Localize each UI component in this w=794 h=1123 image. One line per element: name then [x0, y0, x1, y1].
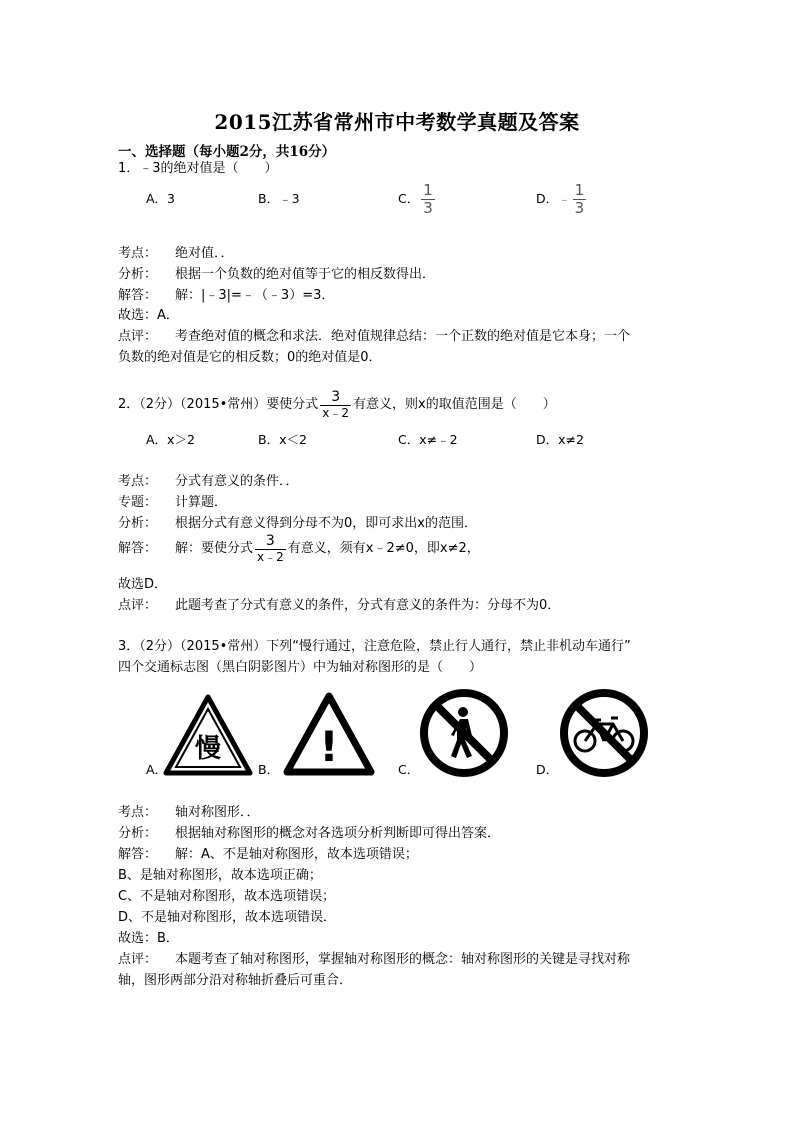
q1-guxuan: 故选：A．: [118, 308, 179, 323]
q1-option-d: [536, 183, 588, 216]
q2-jieda: [118, 532, 480, 566]
q3-kaodian-label: 考点：: [118, 805, 158, 820]
q3-stem-line-1: 3．（2分）（2015•常州）下列“慢行通过，注意危险，禁止行人通行，禁止非机动车通行”: [118, 639, 631, 654]
q2-kaodian-text: 分式有意义的条件．．: [175, 474, 299, 489]
q2-stem-pre: 2．（2分）（2015•常州）要使分式: [118, 397, 319, 412]
q1-option-a: A．3: [146, 191, 176, 206]
q2-jieda-numerator: 3: [265, 533, 275, 549]
q1-option-d-fraction: [573, 183, 587, 216]
q2-option-b: B．x＜2: [258, 432, 307, 447]
q1-fenxi-text: 根据一个负数的绝对值等于它的相反数得出．: [175, 267, 436, 282]
q3-stem-line-2: 四个交通标志图（黑白阴影图片）中为轴对称图形的是（ ）: [118, 660, 483, 675]
pedestrian-head-icon: [458, 707, 468, 717]
q3-kaodian: [118, 804, 260, 822]
q3-sign-d-no-bicycle: [559, 688, 649, 778]
document-title: 2015江苏省常州市中考数学真题及答案: [214, 110, 580, 134]
q3-option-d: D．: [536, 762, 559, 777]
q2-option-c: C．x≠﹣2: [398, 432, 458, 447]
q1-kaodian: [118, 245, 234, 263]
q3-jieda-line-2: B、是轴对称图形，故本选项正确；: [118, 868, 322, 883]
q2-jieda-pre: 解：要使分式: [175, 541, 254, 556]
q3-fenxi-label: 分析：: [118, 826, 158, 841]
q1-jieda: [118, 287, 334, 305]
q1-option-d-sign: ﹣: [558, 191, 571, 206]
q2-stem-numerator: 3: [331, 389, 341, 405]
q2-guxuan: 故选D．: [118, 577, 168, 592]
q1-jieda-label: 解答：: [118, 288, 158, 303]
q1-kaodian-text: 绝对值．．: [175, 246, 234, 261]
q3-kaodian-text: 轴对称图形．．: [175, 805, 260, 820]
q2-stem-denominator: x﹣2: [322, 406, 350, 420]
q1-option-b: B．﹣3: [258, 191, 300, 206]
q2-jieda-post: 有意义，须有x﹣2≠0，即x≠2，: [287, 541, 480, 556]
q1-option-d-prefix: D．: [536, 191, 559, 206]
q1-option-d-numerator: 1: [574, 181, 585, 199]
q3-sign-b-warning-triangle: [283, 692, 375, 776]
q3-fenxi-text: 根据轴对称图形的概念对各选项分析判断即可得出答案．: [175, 826, 501, 841]
q1-option-c-numerator: 1: [423, 181, 433, 199]
q3-dianping-label: 点评：: [118, 952, 158, 967]
q2-option-d: D．x≠2: [536, 432, 584, 447]
q1-kaodian-label: 考点：: [118, 246, 158, 261]
q2-zhuanti-text: 计算题．: [175, 495, 228, 510]
q3-jieda-text-1: 解：A、不是轴对称图形，故本选项错误；: [175, 847, 418, 862]
q2-option-a: A．x＞2: [146, 432, 195, 447]
q1-option-c-fraction: [421, 183, 435, 216]
q3-option-c: C．: [398, 762, 420, 777]
q3-guxuan: 故选：B．: [118, 931, 179, 946]
q2-stem: [118, 388, 556, 422]
q2-stem-fraction: [320, 390, 351, 419]
q2-jieda-label: 解答：: [118, 541, 158, 556]
q3-jieda-line-3: C、不是轴对称图形，故本选项错误；: [118, 889, 336, 904]
q2-zhuanti: [118, 494, 227, 512]
q2-kaodian: [118, 473, 299, 491]
q2-dianping: [118, 597, 560, 615]
q3-jieda-line-4: D、不是轴对称图形，故本选项错误．: [118, 910, 337, 925]
q3-dianping-cont: 轴，图形两部分沿对称轴折叠后可重合．: [118, 973, 353, 988]
q2-jieda-fraction: [255, 534, 286, 563]
q2-kaodian-label: 考点：: [118, 474, 158, 489]
q3-sign-b-exclamation: !: [319, 722, 339, 771]
q1-dianping-cont: 负数的绝对值是它的相反数；0的绝对值是0．: [118, 350, 382, 365]
q1-stem: 1．﹣3的绝对值是（ ）: [118, 161, 278, 176]
q2-zhuanti-label: 专题：: [118, 495, 158, 510]
q2-dianping-label: 点评：: [118, 598, 158, 613]
q2-stem-post: 有意义，则x的取值范围是（ ）: [353, 397, 556, 412]
q1-dianping-label: 点评：: [118, 329, 158, 344]
q1-dianping: [118, 328, 630, 346]
q1-option-c-denominator: 3: [423, 199, 433, 217]
q3-dianping: [118, 951, 630, 969]
q1-fenxi-label: 分析：: [118, 267, 158, 282]
q1-dianping-text-1: 考查绝对值的概念和求法．绝对值规律总结：一个正数的绝对值是它本身；一个: [175, 329, 631, 344]
q3-sign-c-no-pedestrian: [419, 688, 509, 778]
section-header: 一、选择题（每小题2分，共16分）: [118, 144, 336, 160]
q2-dianping-text: 此题考查了分式有意义的条件，分式有意义的条件为：分母不为0．: [175, 598, 561, 613]
q1-jieda-text: 解：|﹣3|=﹣（﹣3）=3．: [175, 288, 335, 303]
q3-sign-a-character: 慢: [194, 734, 222, 764]
q3-option-b: B．: [258, 762, 280, 777]
q3-fenxi: [118, 825, 500, 843]
q3-sign-a-slow-triangle: [163, 694, 253, 776]
q3-jieda: [118, 846, 418, 864]
q1-fenxi: [118, 266, 435, 284]
q3-dianping-text-1: 本题考查了轴对称图形，掌握轴对称图形的概念：轴对称图形的关键是寻找对称: [175, 952, 631, 967]
q3-jieda-label: 解答：: [118, 847, 158, 862]
q2-fenxi: [118, 515, 477, 533]
q2-fenxi-text: 根据分式有意义得到分母不为0，即可求出x的范围．: [175, 516, 477, 531]
q1-option-c-prefix: C．: [398, 191, 420, 206]
q2-fenxi-label: 分析：: [118, 516, 158, 531]
q3-option-a: A．: [146, 762, 168, 777]
q2-jieda-denominator: x﹣2: [257, 550, 284, 564]
q1-option-c: [398, 183, 437, 216]
q1-option-d-denominator: 3: [574, 199, 585, 217]
